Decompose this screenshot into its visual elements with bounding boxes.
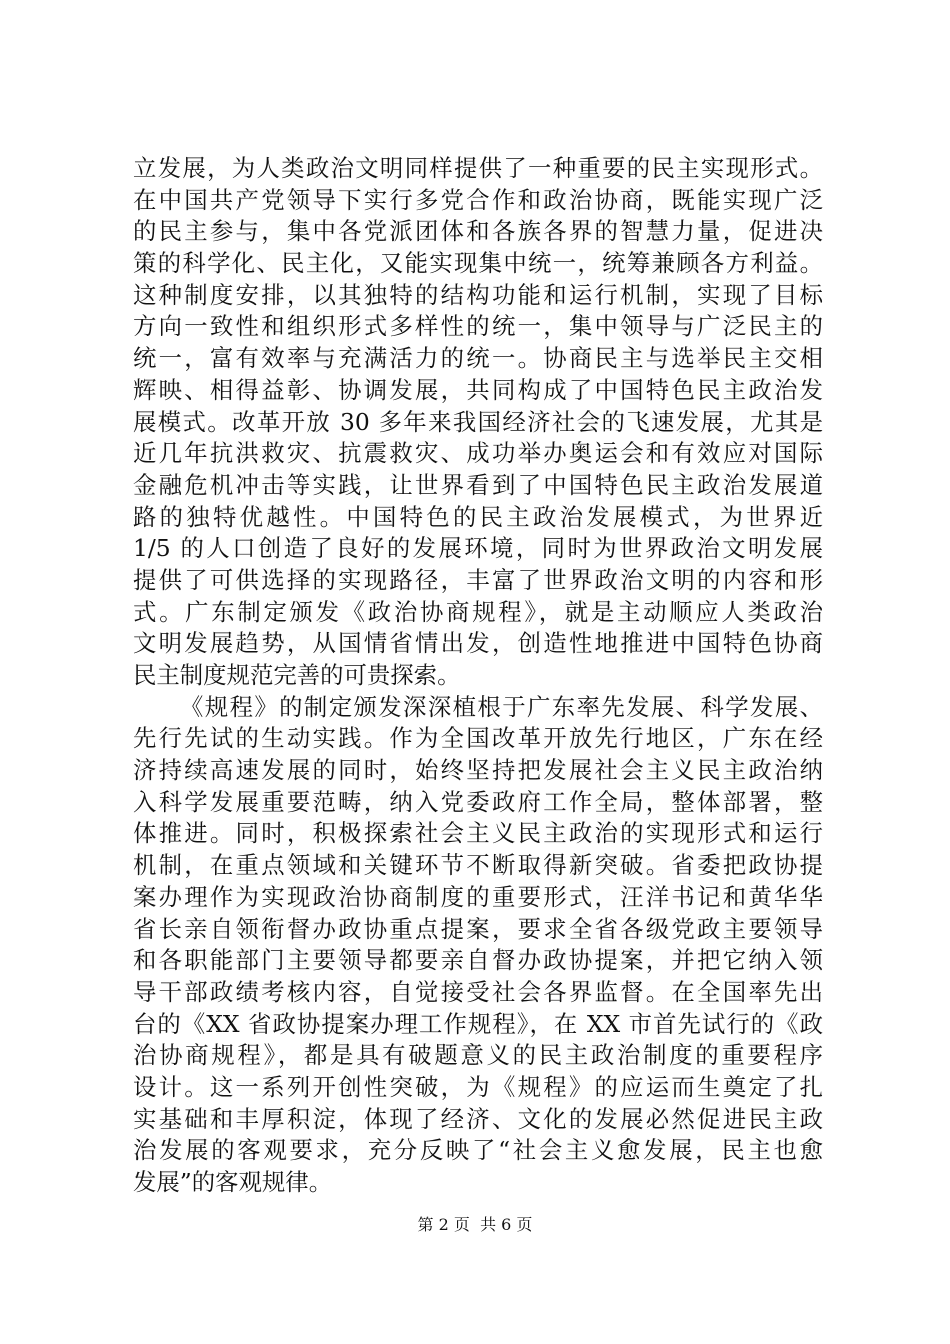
text-line: 文明发展趋势，从国情省情出发，创造性地推进中国特色协商 — [133, 629, 823, 658]
paragraph — [133, 692, 823, 1199]
text-line: 金融危机冲击等实践，让世界看到了中国特色民主政治发展道 — [133, 470, 823, 499]
text-line: 案办理作为实现政治协商制度的重要形式，汪洋书记和黄华华 — [133, 882, 823, 911]
text-line: 统一，富有效率与充满活力的统一。协商民主与选举民主交相 — [133, 344, 823, 373]
text-line: 式。广东制定颁发《政治协商规程》，就是主动顺应人类政治 — [133, 597, 823, 626]
text-line: 方向一致性和组织形式多样性的统一，集中领导与广泛民主的 — [133, 312, 823, 341]
text-line: 展模式。改革开放 30 多年来我国经济社会的飞速发展，尤其是 — [133, 407, 823, 436]
page-number-label: 第 2 页 共 6 页 — [417, 1215, 533, 1234]
text-line: 在中国共产党领导下实行多党合作和政治协商，既能实现广泛 — [133, 185, 823, 214]
text-line: 立发展，为人类政治文明同样提供了一种重要的民主实现形式。 — [133, 154, 823, 182]
text-line: 省长亲自领衔督办政协重点提案，要求全省各级党政主要领导 — [133, 914, 823, 943]
text-line: 台的《XX 省政协提案办理工作规程》，在 XX 市首先试行的《政 — [133, 1009, 823, 1038]
text-line: 1/5 的人口创造了良好的发展环境，同时为世界政治文明发展 — [133, 534, 823, 563]
document-body — [133, 153, 823, 1199]
text-line: 先行先试的生动实践。作为全国改革开放先行地区，广东在经 — [133, 724, 823, 753]
text-line: 路的独特优越性。中国特色的民主政治发展模式，为世界近 — [133, 502, 823, 531]
text-line: 近几年抗洪救灾、抗震救灾、成功举办奥运会和有效应对国际 — [133, 439, 823, 468]
text-line: 这种制度安排，以其独特的结构功能和运行机制，实现了目标 — [133, 280, 823, 309]
text-line: 的民主参与，集中各党派团体和各族各界的智慧力量，促进决 — [133, 217, 823, 246]
text-line: 辉映、相得益彰、协调发展，共同构成了中国特色民主政治发 — [133, 375, 823, 404]
text-line: 和各职能部门主要领导都要亲自督办政协提案，并把它纳入领 — [133, 946, 823, 975]
page-footer — [0, 1214, 950, 1236]
text-line: 实基础和丰厚积淀，体现了经济、文化的发展必然促进民主政 — [133, 1104, 823, 1133]
text-line: 设计。这一系列开创性突破，为《规程》的应运而生奠定了扎 — [133, 1072, 823, 1101]
text-line: 体推进。同时，积极探索社会主义民主政治的实现形式和运行 — [133, 819, 823, 848]
text-line: 入科学发展重要范畴，纳入党委政府工作全局，整体部署，整 — [133, 787, 823, 816]
text-line: 济持续高速发展的同时，始终坚持把发展社会主义民主政治纳 — [133, 756, 823, 785]
text-line: 治发展的客观要求，充分反映了“社会主义愈发展，民主也愈 — [133, 1136, 823, 1165]
text-line: 发展”的客观规律。 — [133, 1168, 333, 1196]
text-line: 治协商规程》，都是具有破题意义的民主政治制度的重要程序 — [133, 1041, 823, 1070]
text-line: 提供了可供选择的实现路径，丰富了世界政治文明的内容和形 — [133, 565, 823, 594]
paragraph — [133, 153, 823, 692]
text-line: 《规程》的制定颁发深深植根于广东率先发展、科学发展、 — [180, 692, 823, 721]
text-line: 策的科学化、民主化，又能实现集中统一，统筹兼顾各方利益。 — [133, 249, 823, 278]
text-line: 导干部政绩考核内容，自觉接受社会各界监督。在全国率先出 — [133, 977, 823, 1006]
text-line: 机制，在重点领域和关键环节不断取得新突破。省委把政协提 — [133, 851, 823, 880]
text-line: 民主制度规范完善的可贵探索。 — [133, 661, 461, 689]
